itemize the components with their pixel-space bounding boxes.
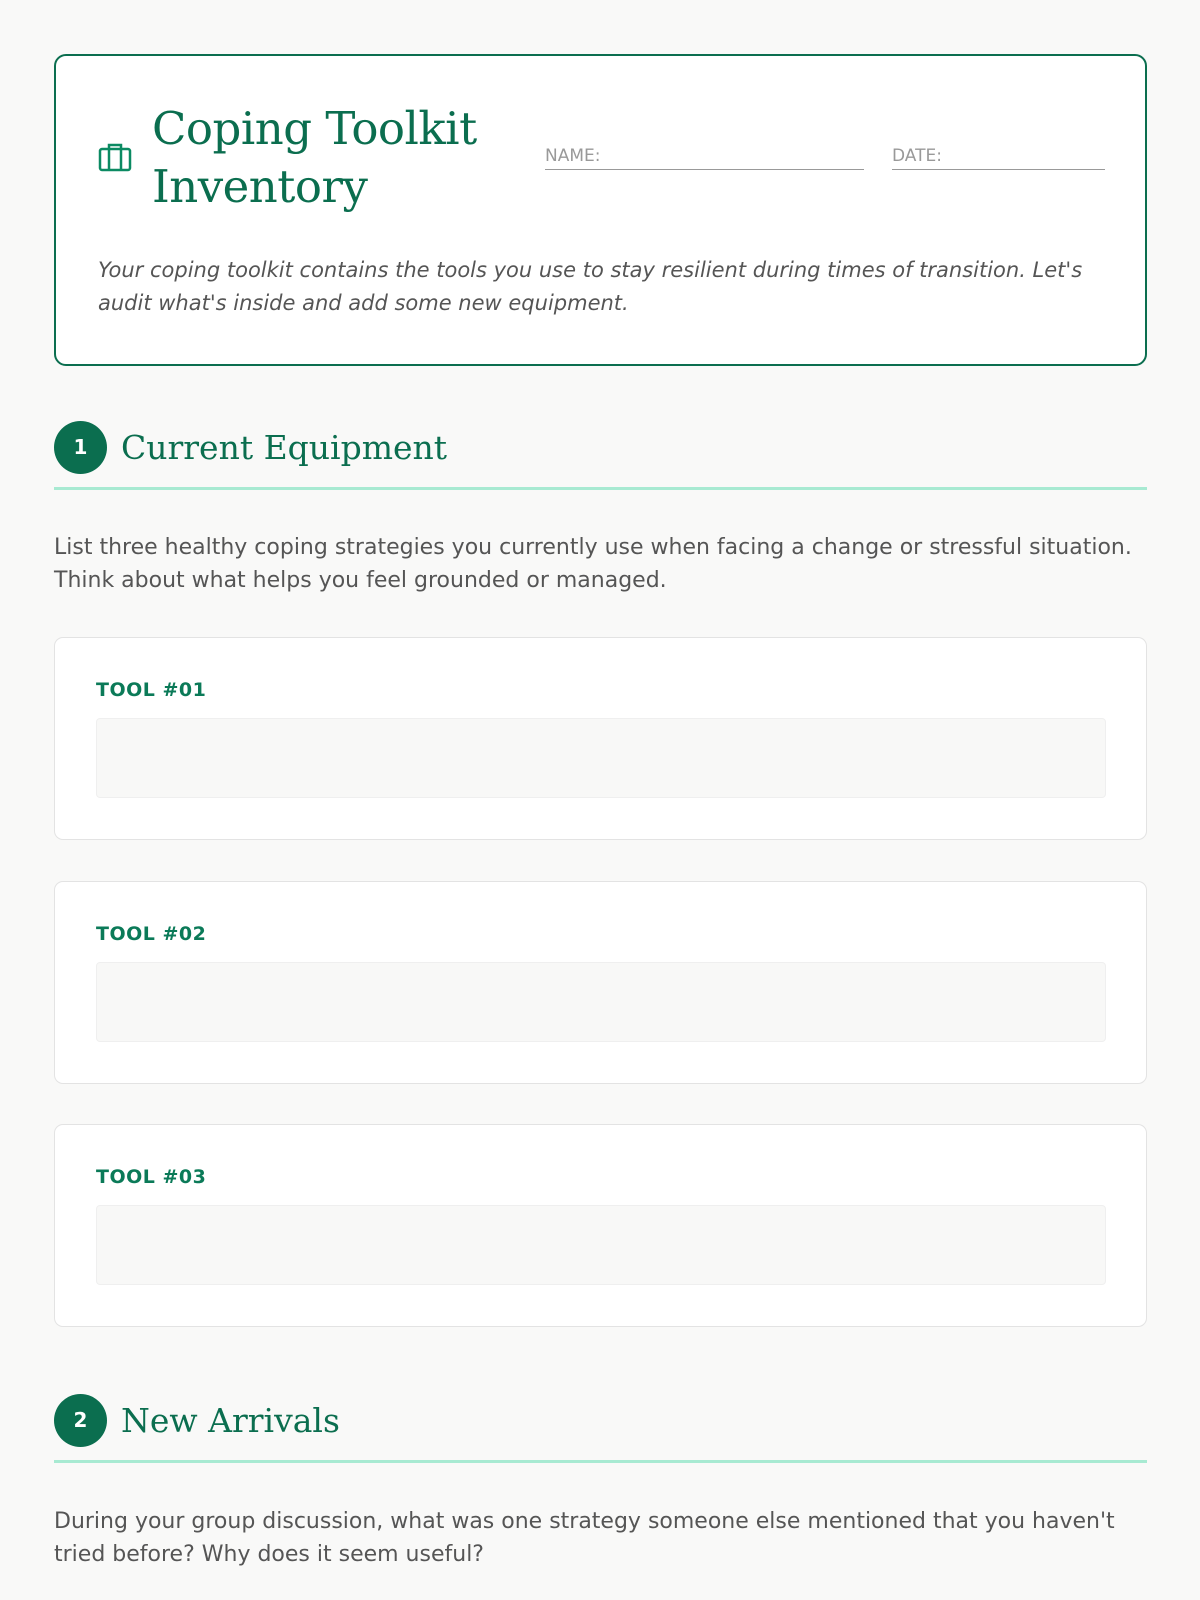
name-label: NAME:	[545, 146, 601, 166]
tool-input-03[interactable]	[96, 1205, 1106, 1285]
tool-input-02[interactable]	[96, 962, 1106, 1042]
section-description: During your group discussion, what was one strategy someone else mentioned that you haven't tried before? Why does it seem useful?	[54, 1509, 1115, 1567]
briefcase-icon	[98, 140, 132, 174]
intro-text: Your coping toolkit contains the tools you use to stay resilient during times of transition. Let's audit what's inside and add some new equipment.	[98, 258, 1083, 315]
tool-card-03	[54, 1124, 1147, 1327]
tool-input-01[interactable]	[96, 718, 1106, 798]
section-title: New Arrivals	[121, 1401, 340, 1440]
tool-card-02	[54, 881, 1147, 1084]
header-card	[54, 54, 1147, 366]
name-field[interactable]	[545, 145, 864, 170]
section-divider	[54, 487, 1147, 490]
tool-label: TOOL #01	[96, 679, 207, 701]
section-header-new-arrivals	[54, 1394, 1147, 1464]
section-header-current-equipment	[54, 421, 1147, 491]
tool-card-01	[54, 637, 1147, 840]
section-number-badge: 1	[54, 421, 107, 474]
date-field[interactable]	[892, 145, 1105, 170]
section-description: List three healthy coping strategies you currently use when facing a change or stressful situation. Think about what helps you feel grounded or managed.	[54, 535, 1132, 593]
tool-label: TOOL #03	[96, 1166, 207, 1188]
section-number-badge: 2	[54, 1394, 107, 1447]
section-title: Current Equipment	[121, 428, 448, 467]
date-label: DATE:	[892, 146, 942, 166]
section-divider	[54, 1460, 1147, 1463]
page-title: Coping Toolkit Inventory	[152, 102, 477, 213]
tool-label: TOOL #02	[96, 923, 207, 945]
